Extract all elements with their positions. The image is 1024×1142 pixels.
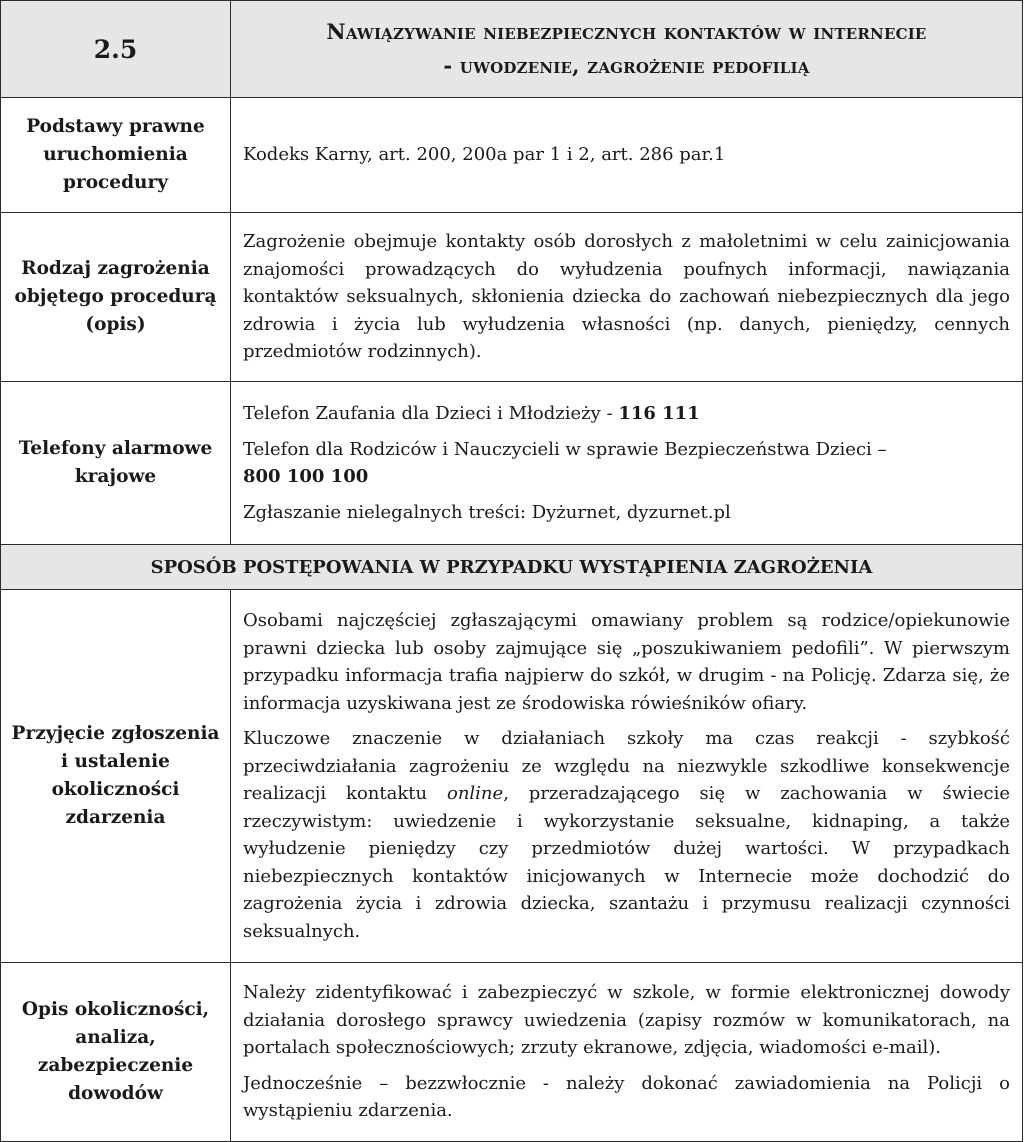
label-line: i ustalenie [61, 751, 170, 772]
threat-text: Zagrożenie obejmuje kontakty osób dorosłych z małoletnimi w celu zainicjowania znajomości prowadzących do wyłudzenia poufnych informacji, nawiązania kontaktów seksualnych, skłonienia dziecka do zachowań niebezpiecznych dla jego zdrowia i życia lub wyłudzenia własności (np. danych, pieniędzy, cennych przedmiotów rodzinnych). [243, 231, 1010, 363]
para-text: Kluczowe znaczenie w działaniach szkoły ma czas reakcji - szybkość przeciwdziałania zagrożeniu ze względu na niezwykle szkodliwe konsekwencje realizacji kontaktu [243, 728, 1010, 804]
evidence-paragraph-2: Jednocześnie – bezzwłocznie - należy dokonać zawiadomienia na Policji o wystąpieniu zdarzenia. [243, 1072, 1010, 1122]
phones-row [1, 382, 1023, 545]
phones-label [1, 382, 231, 545]
label-line: Opis okoliczności, [21, 999, 210, 1020]
legal-basis-text: Kodeks Karny, art. 200, 200a par 1 i 2, art. 286 par.1 [243, 144, 726, 166]
procedure-title [231, 1, 1023, 98]
phones-content [231, 382, 1023, 545]
label-line: Telefony alarmowe [18, 438, 213, 459]
section-heading: SPOSÓB POSTĘPOWANIA W PRZYPADKU WYSTĄPIENIA ZAGROŻENIA [1, 545, 1023, 590]
label-line: analiza, [75, 1027, 156, 1048]
illegal-content-report: Zgłaszanie nielegalnych treści: Dyżurnet, dyzurnet.pl [243, 501, 731, 523]
para-italic: online [446, 783, 504, 804]
child-helpline [243, 400, 1010, 428]
intake-row [1, 590, 1023, 963]
threat-row [1, 213, 1023, 382]
label-line: (opis) [85, 314, 146, 335]
legal-basis-row [1, 98, 1023, 213]
procedure-number: 2.5 [1, 1, 231, 98]
para-text: , przeradzającego się w zachowania w świecie rzeczywistym: uwiedzenie i wykorzystanie seksualne, kidnaping, a także wyłudzenie pieniędzy czy przedmiotów dużej wartości. W przypadkach niebezpiecznych kontaktów inicjowanych w Internecie może dochodzić do zagrożenia życia i zdrowia dziecka, szantażu i przymusu realizacji czynności seksualnych. [243, 783, 1010, 942]
title-line-2: - uwodzenie, zagrożenie pedofilią [443, 53, 810, 78]
threat-label [1, 213, 231, 382]
intake-paragraph-1: Osobami najczęściej zgłaszającymi omawiany problem są rodzice/opiekunowie prawni dziecka lub osoby zajmujące się „poszukiwaniem pedofili”. W pierwszym przypadku informacja trafia najpierw do szkół, w drugim - na Policję. Zdarza się, że informacja uzyskiwana jest ze środowiska rówieśników ofiary. [243, 610, 1010, 714]
evidence-label [1, 963, 231, 1142]
title-line-1: Nawiązywanie niebezpiecznych kontaktów w internecie [326, 19, 927, 44]
evidence-content [231, 963, 1023, 1142]
label-line: krajowe [74, 466, 157, 487]
label-line: Rodzaj zagrożenia [21, 258, 210, 279]
label-line: uruchomienia [43, 144, 188, 165]
intake-paragraph-2 [243, 725, 1010, 945]
label-line: dowodów [68, 1083, 163, 1104]
label-line: okoliczności [51, 779, 180, 800]
parent-helpline-number: 800 100 100 [243, 466, 369, 487]
parent-helpline-text: Telefon dla Rodziców i Nauczycieli w sprawie Bezpieczeństwa Dzieci – [243, 438, 887, 460]
evidence-row [1, 963, 1023, 1142]
section-heading-row [1, 545, 1023, 590]
header-row [1, 1, 1023, 98]
label-line: zabezpieczenie [37, 1055, 194, 1076]
threat-content [231, 213, 1023, 382]
intake-label [1, 590, 231, 963]
label-line: Podstawy prawne [26, 116, 205, 137]
legal-basis-content [231, 98, 1023, 213]
label-line: procedury [63, 172, 168, 193]
legal-basis-label [1, 98, 231, 213]
label-line: Przyjęcie zgłoszenia [11, 723, 220, 744]
evidence-paragraph-1: Należy zidentyfikować i zabezpieczyć w szkole, w formie elektronicznej dowody działania dorosłego sprawcy uwiedzenia (zapisy rozmów w komunikatorach, na portalach społecznościowych; zrzuty ekranowe, zdjęcia, wiadomości e-mail). [243, 982, 1010, 1059]
label-line: objętego procedurą [14, 286, 217, 307]
child-helpline-number: 116 111 [618, 403, 700, 424]
parent-helpline [243, 436, 1010, 491]
label-line: zdarzenia [65, 807, 166, 828]
intake-content [231, 590, 1023, 963]
child-helpline-text: Telefon Zaufania dla Dzieci i Młodzieży - [243, 403, 619, 424]
